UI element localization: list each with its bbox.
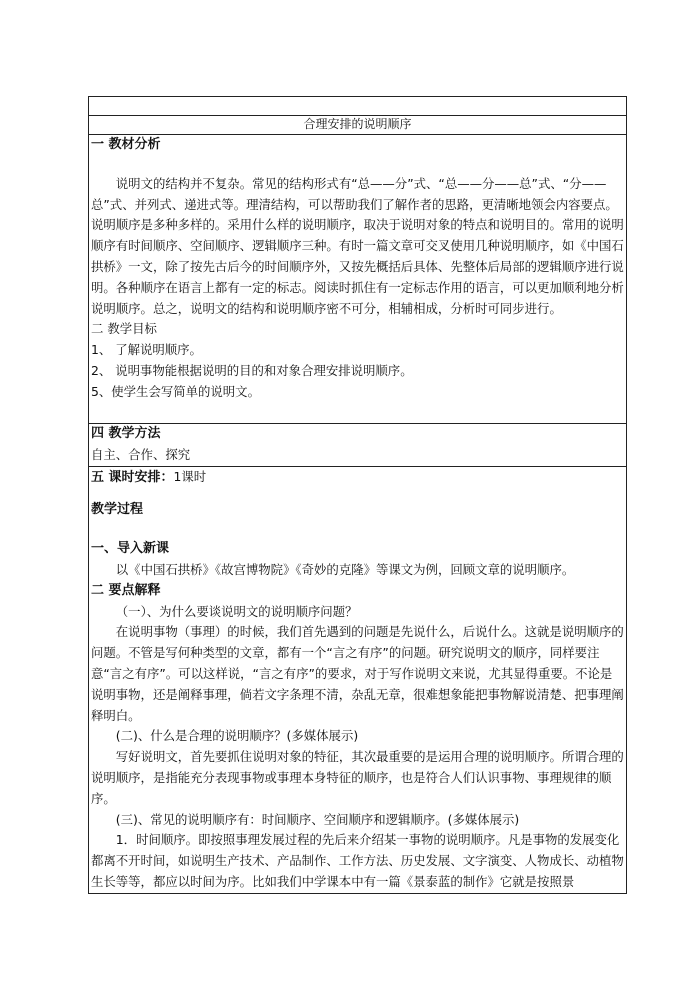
q2-body: 写好说明文，首先要抓住说明对象的特征，其次最重要的是运用合理的说明顺序。所谓合理的说明顺序，是指能充分表现事物或事理本身特征的顺序，也是符合人们认识事物、事理规律的顺序。 — [91, 749, 624, 806]
section4-heading: 四 教学方法 — [91, 426, 161, 441]
section-method-row — [89, 424, 627, 467]
section5-value: 1课时 — [173, 468, 207, 484]
section5-heading: 五 课时安排： — [91, 469, 174, 485]
section2-heading: 二 教学目标 — [91, 321, 157, 337]
part2-heading: 二 要点解释 — [91, 582, 161, 598]
part1-heading: 一、导入新课 — [91, 541, 170, 557]
title-row — [89, 116, 627, 135]
q2-heading: (二)、什么是合理的说明顺序？(多媒体展示) — [115, 728, 359, 744]
section-analysis-row — [89, 135, 627, 424]
goal-item: 2、 说明事物能根据说明的目的和对象合理安排说明顺序。 — [91, 362, 413, 378]
section-method-cell — [89, 424, 627, 467]
section4-body: 自主、合作、探究 — [91, 446, 191, 462]
goal-item: 5、使学生会写简单的说明文。 — [91, 383, 260, 399]
section1-heading: 一 教材分析 — [91, 137, 161, 152]
empty-cell — [89, 97, 627, 116]
section-process-row — [89, 466, 627, 893]
section-process-cell — [89, 466, 627, 893]
empty-header-row — [89, 97, 627, 116]
q1-body: 在说明事物（事理）的时候，我们首先遇到的问题是先说什么，后说什么。这就是说明顺序的问题。不管是写何种类型的文章，都有一个“言之有序”的问题。研究说明文的顺序，同样要注意“言之有序”。可以这样说，“言之有序”的要求，对于写作说明文来说，尤其显得重要。不论是说明事物，还是阐释事理，倘若文字条理不清，杂乱无章，很难想象能把事物解说清楚、把事理阐释明白。 — [91, 624, 624, 723]
lesson-plan-table — [88, 96, 627, 894]
goal-item: 1、 了解说明顺序。 — [91, 342, 202, 358]
q3-heading: (三)、常见的说明顺序有：时间顺序、空间顺序和逻辑顺序。(多媒体展示) — [115, 811, 520, 827]
q3-body: 1．时间顺序。即按照事理发展过程的先后来介绍某一事物的说明顺序。凡是事物的发展变化都离不开时间，如说明生产技术、产品制作、工作方法、历史发展、文字演变、人物成长、动植物生长等等，都应以时间为序。比如我们中学课本中有一篇《景泰蓝的制作》它就是按照景 — [91, 832, 624, 889]
q1-heading: （一）、为什么要谈说明文的说明顺序问题？ — [115, 603, 358, 619]
section-analysis-cell — [89, 135, 627, 424]
section1-body: 说明文的结构并不复杂。常见的结构形式有“总——分”式、“总——分——总”式、“分——总”式、并列式、递进式等。理清结构，可以帮助我们了解作者的思路，更清晰地领会内容要点。说明顺序是多种多样的。采用什么样的说明顺序，取决于说明对象的特点和说明目的。常用的说明顺序有时间顺序、空间顺序、逻辑顺序三种。有时一篇文章可交叉使用几种说明顺序，如《中国石拱桥》一文，除了按先古后今的时间顺序外，又按先概括后具体、先整体后局部的逻辑顺序进行说明。各种顺序在语言上都有一定的标志。阅读时抓住有一定标志作用的语言，可以更加顺利地分析说明顺序。总之，说明文的结构和说明顺序密不可分，相辅相成，分析时可同步进行。 — [91, 175, 624, 316]
doc-title: 合理安排的说明顺序 — [89, 116, 627, 135]
process-heading: 教学过程 — [91, 502, 144, 518]
part1-body: 以《中国石拱桥》《故宫博物院》《奇妙的克隆》等课文为例，回顾文章的说明顺序。 — [115, 561, 575, 577]
